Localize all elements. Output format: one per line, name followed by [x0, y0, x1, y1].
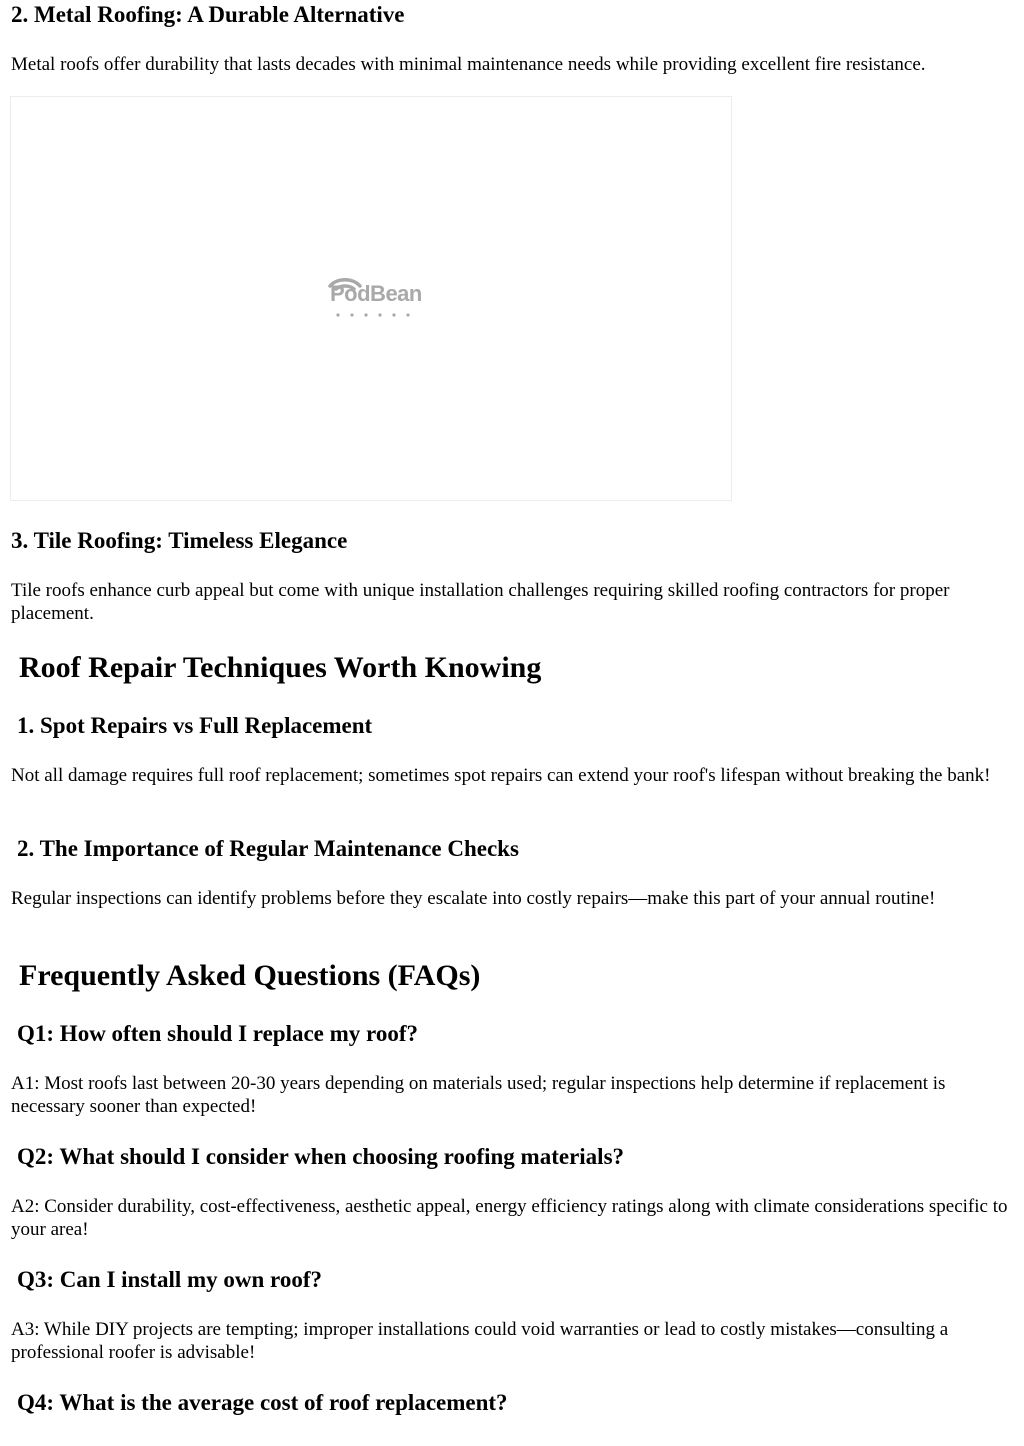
podbean-logo [316, 269, 428, 323]
faq-answer-3: A3: While DIY projects are tempting; improper installations could void warranties or lead to costly mistakes—consulting a professional roofer is advisable! [11, 1319, 949, 1363]
metal-roofing-heading: 2. Metal Roofing: A Durable Alternative [11, 2, 405, 27]
podbean-logo-text: PodBean [330, 281, 422, 306]
tile-roofing-heading: 3. Tile Roofing: Timeless Elegance [11, 528, 348, 553]
spot-repairs-heading: 1. Spot Repairs vs Full Replacement [17, 713, 373, 738]
faq-question-3: Q3: Can I install my own roof? [17, 1267, 322, 1292]
faq-answer-2: A2: Consider durability, cost-effectiveness, aesthetic appeal, energy efficiency ratings along with climate considerations specific to your area! [11, 1196, 1008, 1240]
maintenance-paragraph: Regular inspections can identify problems before they escalate into costly repairs—make this part of your annual routine! [11, 888, 936, 909]
faq-question-1: Q1: How often should I replace my roof? [17, 1021, 418, 1046]
metal-roofing-paragraph: Metal roofs offer durability that lasts decades with minimal maintenance needs while providing excellent fire resistance. [11, 54, 926, 75]
spot-repairs-paragraph: Not all damage requires full roof replacement; sometimes spot repairs can extend your roof's lifespan without breaking the bank! [11, 765, 991, 786]
maintenance-heading: 2. The Importance of Regular Maintenance Checks [17, 836, 519, 861]
podbean-player-embed[interactable] [10, 96, 732, 501]
roof-repair-heading: Roof Repair Techniques Worth Knowing [19, 651, 542, 684]
faq-question-2: Q2: What should I consider when choosing roofing materials? [17, 1144, 625, 1169]
faq-heading: Frequently Asked Questions (FAQs) [19, 959, 481, 992]
faq-answer-1: A1: Most roofs last between 20-30 years depending on materials used; regular inspections help determine if replacement is necessary sooner than expected! [11, 1073, 946, 1117]
tile-roofing-paragraph: Tile roofs enhance curb appeal but come with unique installation challenges requiring skilled roofing contractors for proper placement. [11, 580, 950, 624]
faq-question-4: Q4: What is the average cost of roof replacement? [17, 1390, 508, 1415]
